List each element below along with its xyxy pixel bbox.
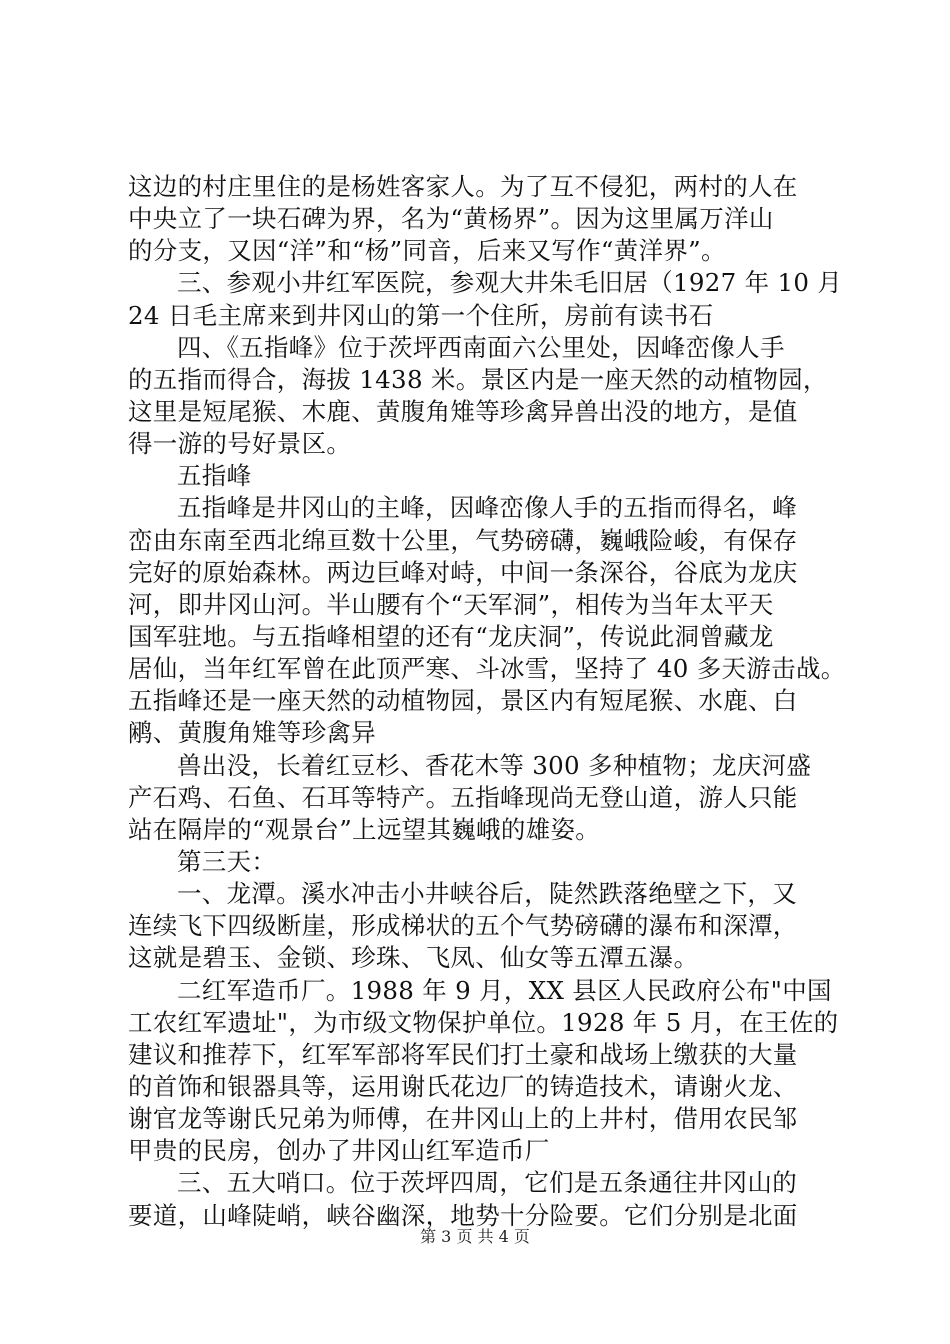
text-line: 三、五大哨口。位于茨坪四周，它们是五条通往井冈山的 bbox=[177, 1168, 797, 1198]
text-line: 三、参观小井红军医院，参观大井朱毛旧居（1927 年 10 月 bbox=[177, 268, 843, 298]
page-footer bbox=[0, 1227, 950, 1247]
text-line: 的五指而得合，海拔 1438 米。景区内是一座天然的动植物园， bbox=[128, 364, 828, 394]
text-line: 谢官龙等谢氏兄弟为师傅，在井冈山上的上井村，借用农民邹 bbox=[128, 1104, 798, 1134]
text-line: 五指峰还是一座天然的动植物园，景区内有短尾猴、水鹿、白 bbox=[128, 686, 798, 716]
page-number-label: 第 3 页 共 4 页 bbox=[420, 1227, 530, 1246]
text-line: 一、龙潭。溪水冲击小井峡谷后，陡然跌落绝壁之下，又 bbox=[177, 879, 797, 909]
text-line: 兽出没，长着红豆杉、香花木等 300 多种植物；龙庆河盛 bbox=[177, 750, 812, 780]
document-body bbox=[128, 171, 846, 1232]
text-line: 四、《五指峰》位于茨坪西南面六公里处，因峰峦像人手 bbox=[177, 332, 785, 362]
section-heading: 第三天： bbox=[177, 846, 277, 876]
text-line: 甲贵的民房，创办了井冈山红军造币厂 bbox=[128, 1136, 550, 1166]
text-line: 的首饰和银器具等，运用谢氏花边厂的铸造技术，请谢火龙、 bbox=[128, 1071, 798, 1101]
text-line: 河，即井冈山河。半山腰有个“天军洞”，相传为当年太平天 bbox=[128, 589, 774, 619]
section-heading: 五指峰 bbox=[177, 461, 252, 491]
text-line: 中央立了一块石碑为界，名为“黄杨界”。因为这里属万洋山 bbox=[128, 204, 774, 234]
text-line: 国军驻地。与五指峰相望的还有“龙庆洞”，传说此洞曾藏龙 bbox=[128, 621, 774, 651]
text-line: 完好的原始森林。两边巨峰对峙，中间一条深谷，谷底为龙庆 bbox=[128, 557, 798, 587]
text-line: 这里是短尾猴、木鹿、黄腹角雉等珍禽异兽出没的地方，是值 bbox=[128, 396, 798, 426]
text-line: 得一游的号好景区。 bbox=[128, 429, 352, 459]
text-line: 要道，山峰陡峭，峡谷幽深，地势十分险要。它们分别是北面 bbox=[128, 1200, 798, 1230]
text-line: 站在隔岸的“观景台”上远望其巍峨的雄姿。 bbox=[128, 814, 601, 844]
text-line: 居仙，当年红军曾在此顶严寒、斗冰雪，坚持了 40 多天游击战。 bbox=[128, 654, 846, 684]
text-line: 鹇、黄腹角雉等珍禽异 bbox=[128, 718, 376, 748]
text-line: 峦由东南至西北绵亘数十公里，气势磅礴，巍峨险峻，有保存 bbox=[128, 525, 798, 555]
text-line: 工农红军遗址"，为市级文物保护单位。1928 年 5 月，在王佐的 bbox=[128, 1007, 839, 1037]
text-line: 二红军造币厂。1988 年 9 月，XX 县区人民政府公布"中国 bbox=[177, 975, 832, 1005]
text-line: 建议和推荐下，红军军部将军民们打土豪和战场上缴获的大量 bbox=[128, 1039, 798, 1069]
text-line: 连续飞下四级断崖，形成梯状的五个气势磅礴的瀑布和深潭， bbox=[128, 911, 798, 941]
text-line: 产石鸡、石鱼、石耳等特产。五指峰现尚无登山道，游人只能 bbox=[128, 782, 798, 812]
text-line: 这就是碧玉、金锁、珍珠、飞凤、仙女等五潭五瀑。 bbox=[128, 943, 699, 973]
text-line: 五指峰是井冈山的主峰，因峰峦像人手的五指而得名，峰 bbox=[177, 493, 797, 523]
text-line: 这边的村庄里住的是杨姓客家人。为了互不侵犯，两村的人在 bbox=[128, 172, 798, 201]
text-line: 24 日毛主席来到井冈山的第一个住所，房前有读书石 bbox=[128, 300, 714, 330]
text-line: 的分支，又因“洋”和“杨”同音，后来又写作“黄洋界”。 bbox=[128, 236, 726, 266]
